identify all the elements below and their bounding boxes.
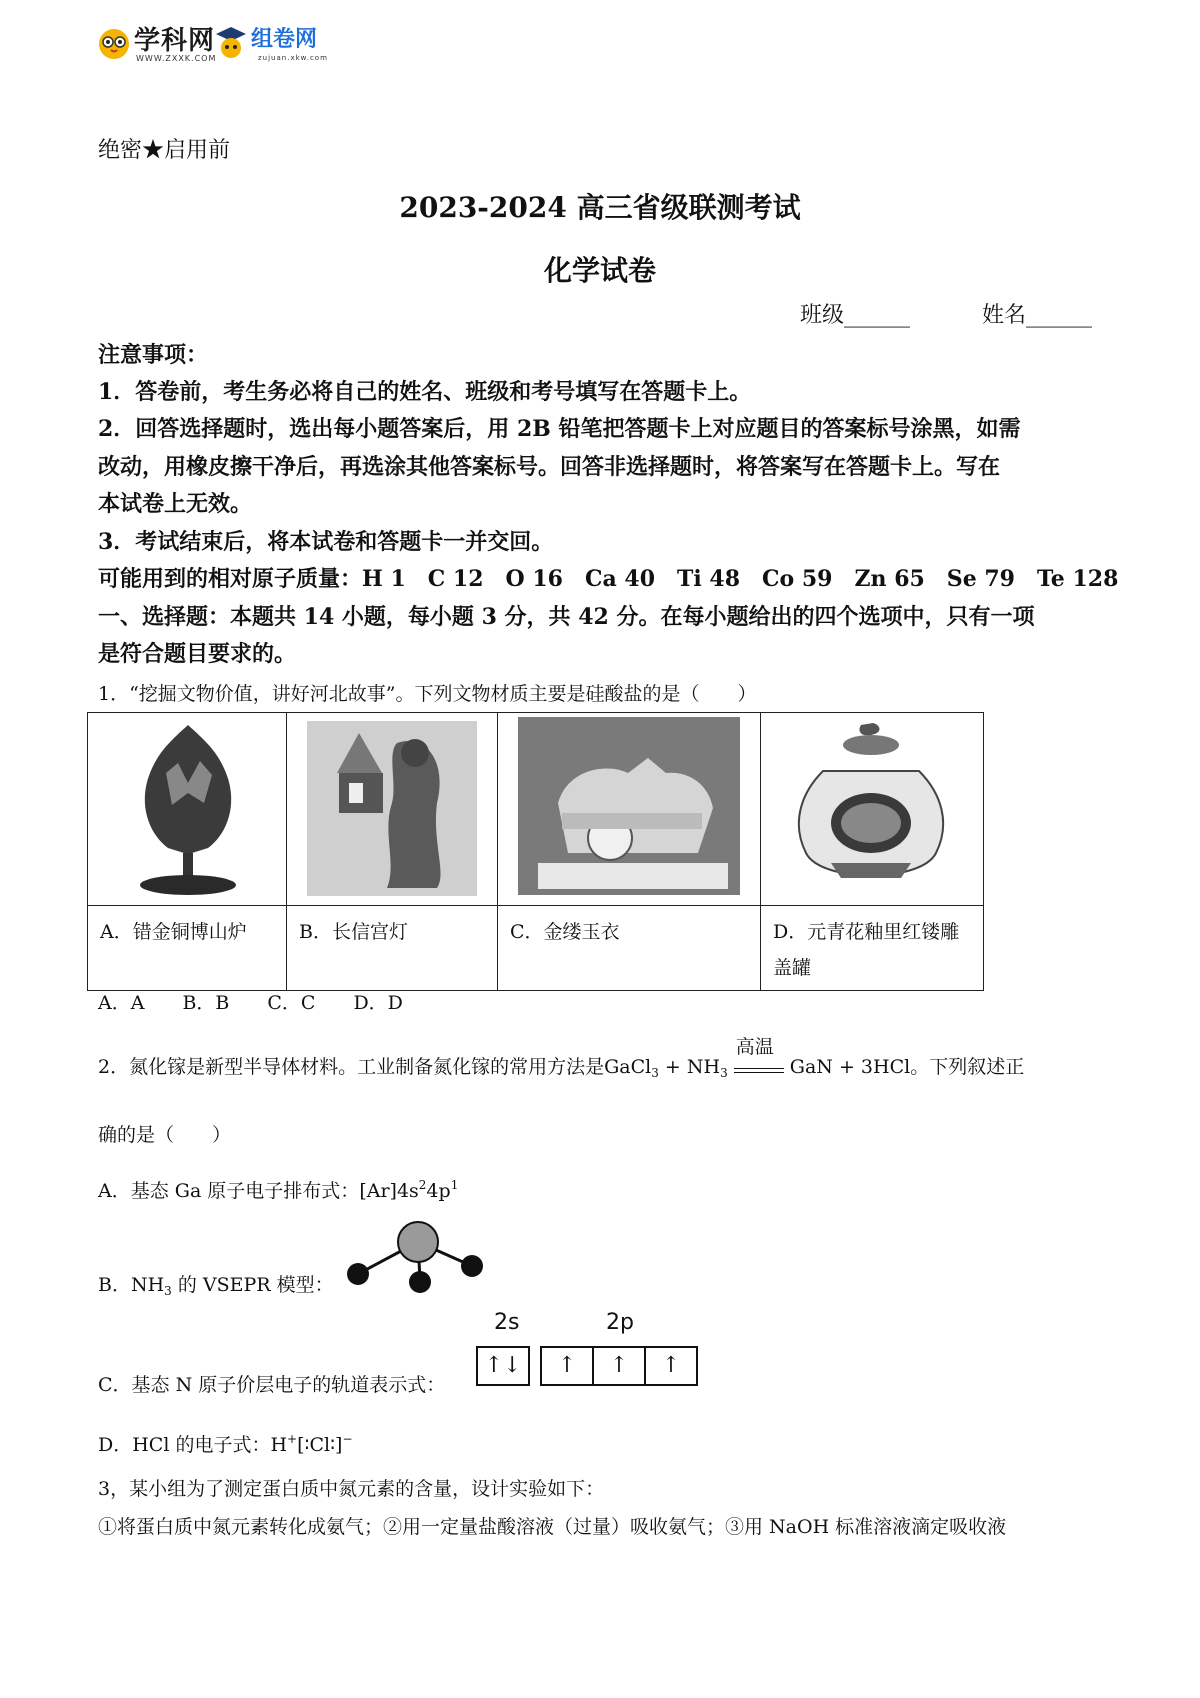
name-field: 姓名______ xyxy=(982,303,1093,328)
note-2-line-2: 改动，用橡皮擦干净后，再选涂其他答案标号。回答非选择题时，将答案写在答题卡上。写在 xyxy=(98,454,1001,480)
option-b-sub: 3 xyxy=(164,1284,172,1298)
section-heading-line-2: 是符合题目要求的。 xyxy=(98,641,297,667)
logo-left-text: 学科网 xyxy=(134,26,216,56)
option-d-plus: + xyxy=(287,1432,298,1446)
owl-icon xyxy=(96,26,132,60)
orbital-2s-label: 2s xyxy=(494,1310,520,1335)
q2-eq-gacl-sub: 3 xyxy=(651,1066,659,1080)
option-d-minus: − xyxy=(342,1432,353,1446)
q2-eq-nh-sub: 3 xyxy=(720,1066,728,1080)
option-a-formula: [Ar]4s xyxy=(359,1180,419,1202)
artifact-image-b xyxy=(287,713,498,906)
q2-eq-nh: + NH xyxy=(658,1056,721,1078)
q2-eq-products: GaN + 3HCl xyxy=(789,1056,911,1078)
site-logo xyxy=(96,20,356,68)
q3-stem: 3，某小组为了测定蛋白质中氮元素的含量，设计实验如下： xyxy=(98,1478,605,1500)
option-d-text: D．HCl 的电子式： xyxy=(98,1434,271,1456)
option-a-p: 4p xyxy=(426,1180,451,1202)
option-d-h: H xyxy=(270,1434,288,1456)
logo-left-url: WWW.ZXXK.COM xyxy=(136,54,217,63)
note-1: 1．答卷前，考生务必将自己的姓名、班级和考号填写在答题卡上。 xyxy=(98,379,752,405)
artifact-image-c xyxy=(498,713,761,906)
section-heading-line-1: 一、选择题：本题共 14 小题，每小题 3 分，共 42 分。在每小题给出的四个选项中，只有一项 xyxy=(98,604,1035,630)
artifact-label-a: A．错金铜博山炉 xyxy=(88,906,287,991)
condition-text: 高温 xyxy=(735,1036,774,1058)
note-2-line-1: 2．回答选择题时，选出每小题答案后，用 2B 铅笔把答题卡上对应题目的答案标号涂黑，如需 xyxy=(98,416,1021,442)
lamp-image xyxy=(287,713,497,901)
equals-sign xyxy=(734,1068,784,1073)
orbital-2p-box-2: ↑ xyxy=(592,1346,646,1386)
q2-stem-line-1 xyxy=(98,1036,1025,1088)
option-b-text-b: 的 VSEPR 模型： xyxy=(171,1274,334,1296)
class-field: 班级______ xyxy=(800,303,911,328)
confidential-mark: 绝密★启用前 xyxy=(98,138,231,163)
option-a-text: A．基态 Ga 原子电子排布式： xyxy=(98,1180,360,1202)
q1-choices: A．A B．B C．C D．D xyxy=(98,992,403,1014)
graduate-icon xyxy=(214,24,248,60)
exam-title: 2023-2024 高三省级联测考试 xyxy=(399,191,801,224)
notes-heading: 注意事项： xyxy=(98,342,209,368)
q2-stem-text: 2．氮化镓是新型半导体材料。工业制备氮化镓的常用方法是 xyxy=(98,1056,605,1078)
censer-image xyxy=(88,713,286,901)
artifact-label-c: C．金缕玉衣 xyxy=(498,906,761,991)
option-a-p-exp: 1 xyxy=(450,1178,459,1192)
logo-right-url: zujuan.xkw.com xyxy=(258,54,328,62)
q2-stem-line-2: 确的是（ ） xyxy=(98,1124,232,1146)
artifact-table xyxy=(87,712,984,991)
q2-eq-gacl: GaCl xyxy=(604,1056,652,1078)
logo-right-text: 组卷网 xyxy=(251,27,318,52)
q2-stem-end: 。下列叙述正 xyxy=(910,1056,1025,1078)
artifact-image-a xyxy=(88,713,287,906)
artifact-label-d: D．元青花釉里红镂雕盖罐 xyxy=(761,906,984,991)
artifact-label-b: B．长信宫灯 xyxy=(287,906,498,991)
jar-image xyxy=(761,713,983,901)
q2-option-a xyxy=(98,1170,458,1206)
q1-stem: 1．“挖掘文物价值，讲好河北故事”。下列文物材质主要是硅酸盐的是（ ） xyxy=(98,683,757,705)
reaction-condition xyxy=(734,1036,784,1073)
note-3: 3．考试结束后，将本试卷和答题卡一并交回。 xyxy=(98,529,554,555)
option-d-cl: [∶Cl∶] xyxy=(297,1434,343,1456)
artifact-image-d xyxy=(761,713,984,906)
q3-steps: ①将蛋白质中氮元素转化成氨气；②用一定量盐酸溶液（过量）吸收氨气；③用 NaOH 标准溶液滴定吸收液 xyxy=(98,1516,1007,1538)
option-a-s-exp: 2 xyxy=(418,1178,427,1192)
exam-subject: 化学试卷 xyxy=(543,254,656,287)
atomic-masses: 可能用到的相对原子质量：H 1 C 12 O 16 Ca 40 Ti 48 Co 59 Zn 65 Se 79 Te 128 xyxy=(98,566,1119,592)
q2-option-d xyxy=(98,1424,353,1460)
orbital-2p-box-3: ↑ xyxy=(644,1346,698,1386)
note-2-line-3: 本试卷上无效。 xyxy=(98,491,253,517)
orbital-2p-label: 2p xyxy=(606,1310,634,1335)
orbital-2p-box-1: ↑ xyxy=(540,1346,594,1386)
orbital-2s-box: ↑↓ xyxy=(476,1346,530,1386)
option-b-text-a: B．NH xyxy=(98,1274,165,1296)
vsepr-model-icon xyxy=(340,1218,490,1298)
jade-suit-image xyxy=(498,713,760,901)
q2-option-b xyxy=(98,1270,334,1306)
q2-option-c: C．基态 N 原子价层电子的轨道表示式： xyxy=(98,1374,446,1396)
